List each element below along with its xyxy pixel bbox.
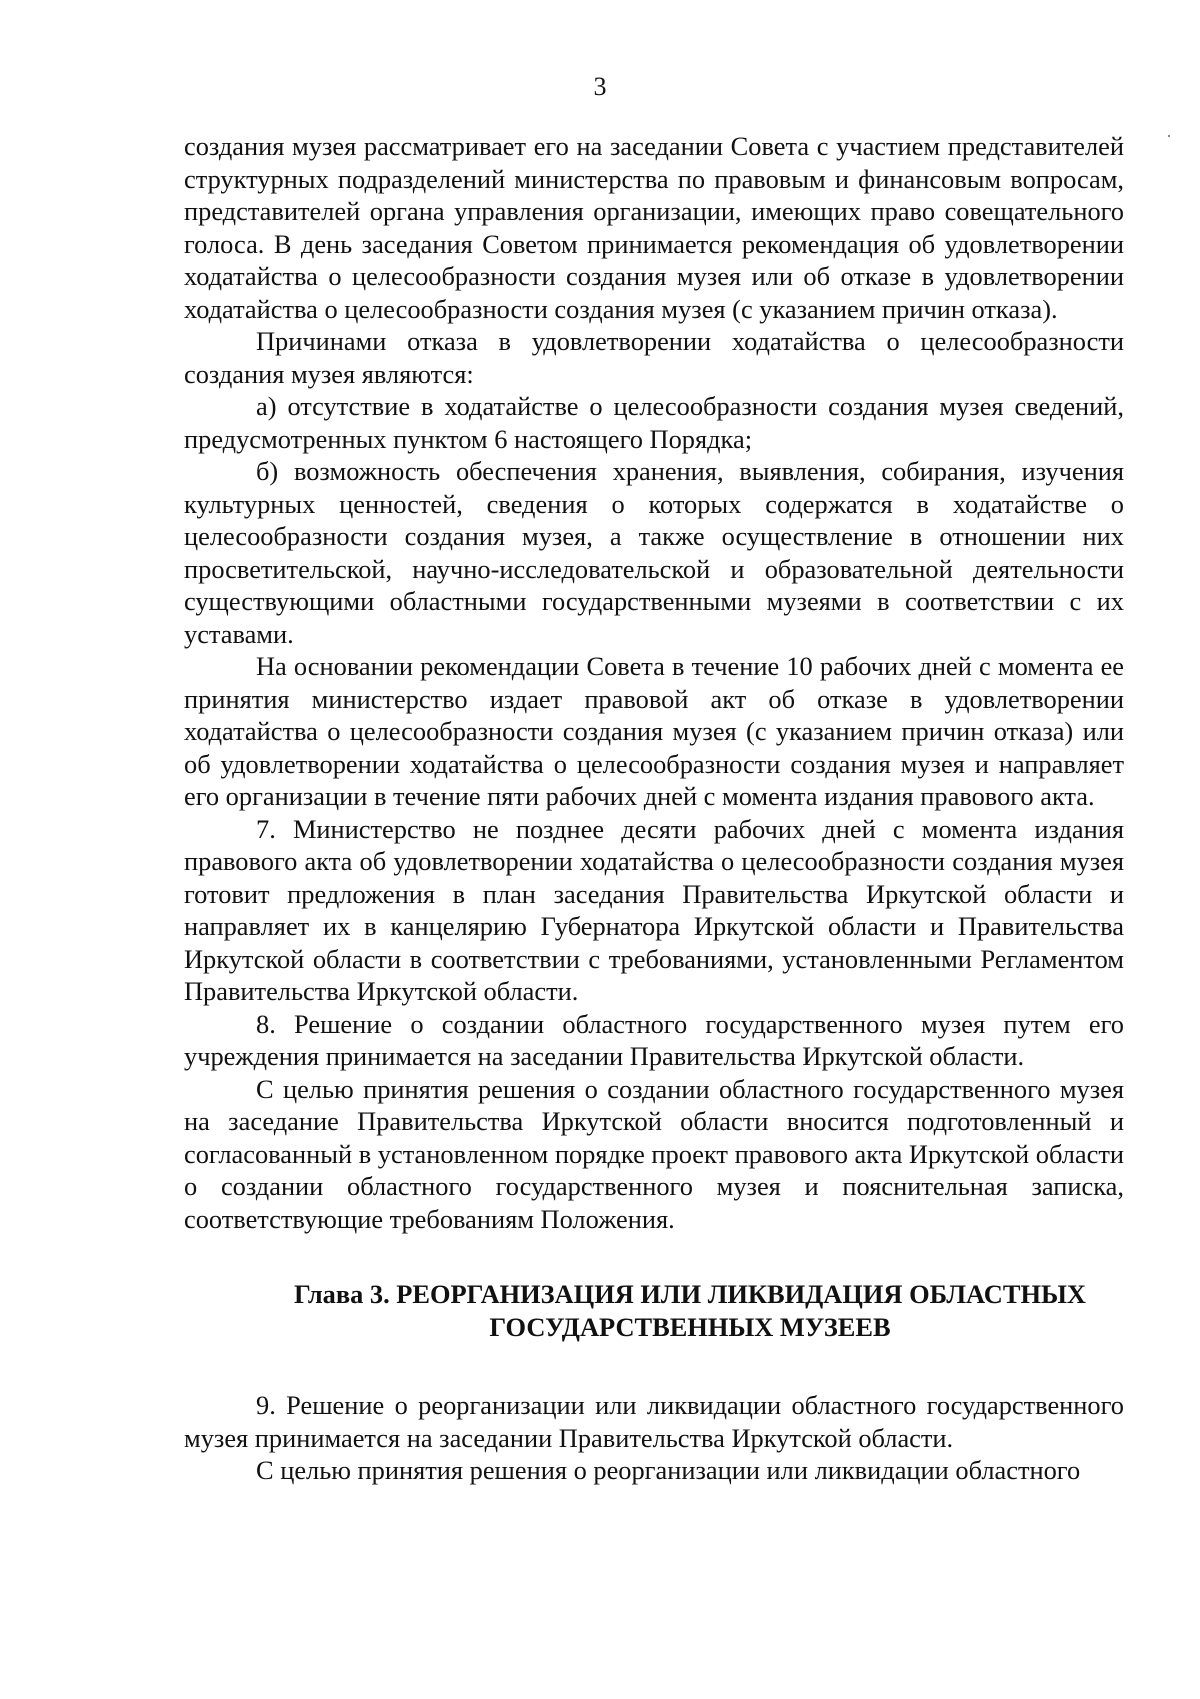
paragraph-section-9: 9. Решение о реорганизации или ликвидации областного государственного музея принимается на заседании Правительства Иркутской области. (184, 1390, 1124, 1453)
chapter-heading-line-1: Глава 3. РЕОРГАНИЗАЦИЯ ИЛИ ЛИКВИДАЦИЯ ОБЛАСТНЫХ (294, 1279, 1086, 1309)
paragraph-section-7: 7. Министерство не позднее десяти рабочих дней с момента издания правового акта об удовлетворении ходатайства о целесообразности создания музея готовит предложения в план заседания Правительства Иркутской области и направляет их в канцелярию Губернатора Иркутской области и Правительства Иркутской области в соответствии с требованиями, установленными Регламентом Правительства Иркутской области. (184, 813, 1124, 1006)
page-number: 3 (593, 72, 607, 101)
paragraph-item-a: а) отсутствие в ходатайстве о целесообразности создания музея сведений, предусмотренных пунктом 6 настоящего Порядка; (184, 391, 1124, 454)
chapter-heading (184, 1278, 1124, 1344)
document-body (184, 130, 1124, 1487)
paragraph-item-b: б) возможность обеспечения хранения, выявления, собирания, изучения культурных ценностей, сведения о которых содержатся в ходатайстве о целесообразности создания музея, а также осуществление в отношении них просветительской, научно-исследовательской и образовательной деятельности существующими областными государственными музеями в соответствии с их уставами. (184, 456, 1124, 649)
chapter-heading-line-2: ГОСУДАРСТВЕННЫХ МУЗЕЕВ (489, 1312, 891, 1342)
scan-speck (1168, 135, 1170, 137)
paragraph-reorganization-purpose: С целью принятия решения о реорганизации или ликвидации областного (256, 1455, 1081, 1485)
paragraph-council-recommendation: На основании рекомендации Совета в течение 10 рабочих дней с момента ее принятия министерство издает правовой акт об отказе в удовлетворении ходатайства о целесообразности создания музея (с указанием причин отказа) или об удовлетворении ходатайства о целесообразности создания музея и направляет его организации в течение пяти рабочих дней с момента издания правового акта. (184, 651, 1124, 811)
paragraph-refusal-reasons: Причинами отказа в удовлетворении ходатайства о целесообразности создания музея являются: (184, 326, 1124, 389)
paragraph-government-submission: С целью принятия решения о создании областного государственного музея на заседание Правительства Иркутской области вносится подготовленный и согласованный в установленном порядке проект правового акта Иркутской области о создании областного государственного музея и пояснительная записка, соответствующие требованиям Положения. (184, 1073, 1124, 1234)
paragraph-section-8: 8. Решение о создании областного государственного музея путем его учреждения принимается на заседании Правительства Иркутской области. (184, 1008, 1124, 1071)
paragraph-continuation: создания музея рассматривает его на заседании Совета с участием представителей структурных подразделений министерства по правовым и финансовым вопросам, представителей органа управления организации, имеющих право совещательного голоса. В день заседания Советом принимается рекомендация об удовлетворении ходатайства о целесообразности создания музея или об отказе в удовлетворении ходатайства о целесообразности создания музея (с указанием причин отказа). (184, 131, 1124, 324)
